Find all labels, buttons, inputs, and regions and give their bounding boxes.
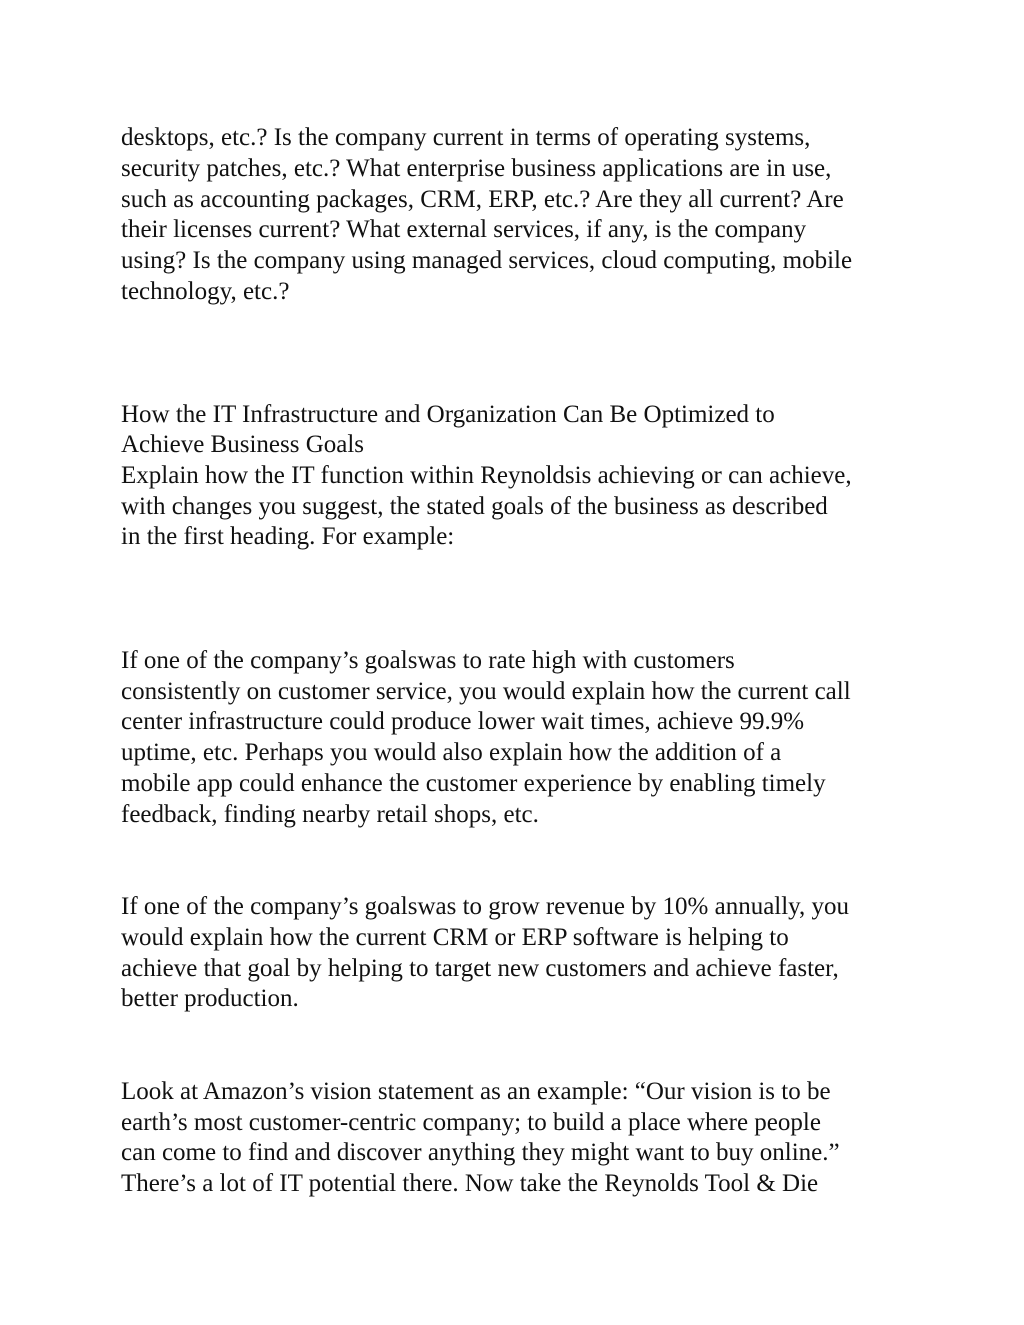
paragraph-1-line-1: desktops, etc.? Is the company current in terms of operating systems, bbox=[121, 124, 811, 151]
paragraph-2-line-1: Explain how the IT function within Reynoldsis achieving or can achieve, bbox=[121, 462, 852, 489]
paragraph-2-line-3: in the first heading. For example: bbox=[121, 523, 455, 550]
paragraph-3-line-2: consistently on customer service, you would explain how the current call bbox=[121, 678, 851, 705]
paragraph-1-line-3: such as accounting packages, CRM, ERP, etc.? Are they all current? Are bbox=[121, 186, 844, 213]
paragraph-3-line-3: center infrastructure could produce lower wait times, achieve 99.9% bbox=[121, 708, 805, 735]
paragraph-3-line-6: feedback, finding nearby retail shops, etc. bbox=[121, 801, 539, 828]
section-heading-line-2: Achieve Business Goals bbox=[121, 431, 365, 458]
paragraph-3-line-4: uptime, etc. Perhaps you would also explain how the addition of a bbox=[121, 739, 782, 766]
paragraph-4-line-2: would explain how the current CRM or ERP software is helping to bbox=[121, 924, 789, 951]
paragraph-1-line-2: security patches, etc.? What enterprise business applications are in use, bbox=[121, 155, 832, 182]
paragraph-5-line-3: can come to find and discover anything they might want to buy online.” bbox=[121, 1139, 840, 1166]
paragraph-2-line-2: with changes you suggest, the stated goals of the business as described bbox=[121, 493, 828, 520]
paragraph-1-line-6: technology, etc.? bbox=[121, 278, 290, 305]
paragraph-4-line-4: better production. bbox=[121, 985, 299, 1012]
paragraph-5-line-4: There’s a lot of IT potential there. Now take the Reynolds Tool & Die bbox=[121, 1170, 819, 1197]
paragraph-4-line-1: If one of the company’s goalswas to grow revenue by 10% annually, you bbox=[121, 893, 850, 920]
section-heading-line-1: How the IT Infrastructure and Organization Can Be Optimized to bbox=[121, 401, 775, 428]
paragraph-5-line-2: earth’s most customer-centric company; to build a place where people bbox=[121, 1109, 821, 1136]
paragraph-1-line-4: their licenses current? What external services, if any, is the company bbox=[121, 216, 807, 243]
paragraph-4-line-3: achieve that goal by helping to target new customers and achieve faster, bbox=[121, 955, 839, 982]
paragraph-5-line-1: Look at Amazon’s vision statement as an example: “Our vision is to be bbox=[121, 1078, 831, 1105]
paragraph-3-line-5: mobile app could enhance the customer experience by enabling timely bbox=[121, 770, 826, 797]
paragraph-3-line-1: If one of the company’s goalswas to rate high with customers bbox=[121, 647, 735, 674]
paragraph-1-line-5: using? Is the company using managed services, cloud computing, mobile bbox=[121, 247, 853, 274]
